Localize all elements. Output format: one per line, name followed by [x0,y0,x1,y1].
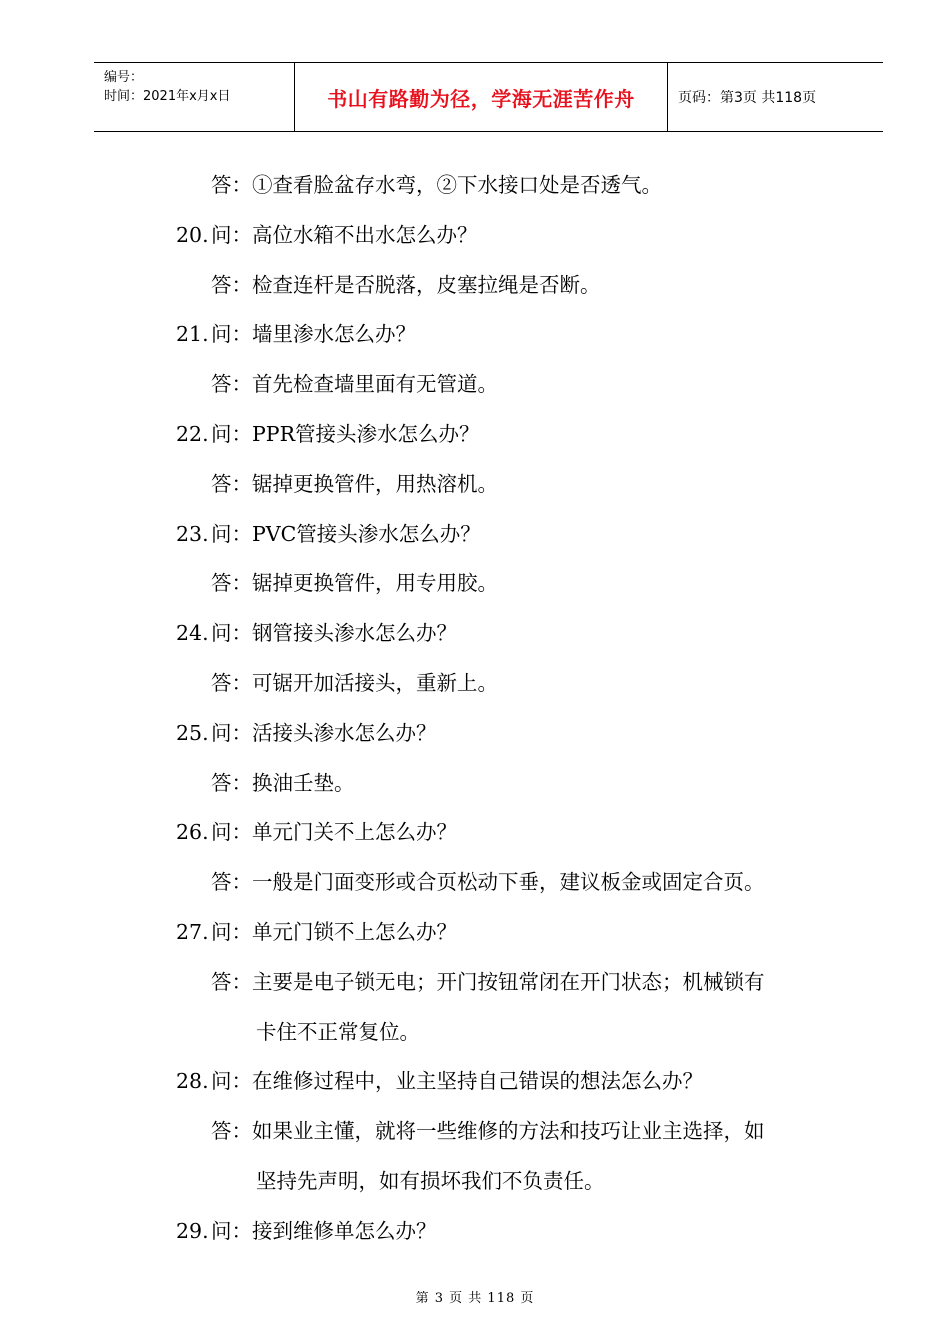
question-number: 26. [176,820,209,845]
header-motto: 书山有路勤为径，学海无涯苦作舟 [327,86,635,111]
header-meta-cell [94,63,294,131]
question-number: 20. [176,222,209,247]
page-footer: 第 3 页 共 118 页 [415,1291,535,1306]
answer-text: 答：主要是电子锁无电；开门按钮常闭在开门状态；机械锁有 [211,969,765,994]
question-text: 问：PPR管接头渗水怎么办？ [211,422,480,446]
answer-text: 答：如果业主懂，就将一些维修的方法和技巧让业主选择，如 [211,1119,765,1144]
answer-continuation: 坚持先声明，如有损坏我们不负责任。 [256,1169,605,1193]
answer-text: 答：检查连杆是否脱落，皮塞拉绳是否断。 [211,272,601,297]
question-number: 24. [176,621,209,646]
header-divider [667,63,668,131]
answer-text: 答：首先检查墙里面有无管道。 [211,372,498,397]
question-text: 问：PVC管接头渗水怎么办？ [211,521,481,546]
question-number: 23. [176,521,209,546]
question-text: 问：高位水箱不出水怎么办？ [211,222,478,247]
header-table [94,62,883,132]
header-page-label: 页码：第3页 共118页 [678,90,817,106]
question-text: 问：墙里渗水怎么办？ [211,322,416,347]
question-text: 问：在维修过程中，业主坚持自己错误的想法怎么办？ [211,1069,703,1094]
answer-text: 答：①查看脸盆存水弯，②下水接口处是否透气。 [211,173,662,197]
answer-text: 答：换油壬垫。 [211,770,355,795]
answer-text: 答：锯掉更换管件，用专用胶。 [211,571,498,596]
question-text: 问：单元门关不上怎么办？ [211,820,457,845]
date-label: 时间：2021年x月x日 [104,89,231,104]
question-number: 27. [176,920,209,944]
question-number: 28. [176,1069,209,1094]
question-text: 问：钢管接头渗水怎么办？ [211,621,457,646]
question-number: 29. [176,1218,209,1243]
question-number: 21. [176,322,209,347]
question-number: 25. [176,720,209,745]
question-text: 问：接到维修单怎么办？ [211,1218,437,1243]
answer-text: 答：一般是门面变形或合页松动下垂，建议板金或固定合页。 [211,870,765,895]
serial-label: 编号： [104,70,144,85]
question-text: 问：单元门锁不上怎么办？ [211,920,457,944]
answer-text: 答：可锯开加活接头，重新上。 [211,671,498,695]
answer-continuation: 卡住不正常复位。 [256,1019,420,1044]
question-text: 问：活接头渗水怎么办？ [211,720,437,745]
question-number: 22. [176,422,209,446]
answer-text: 答：锯掉更换管件，用热溶机。 [211,471,498,496]
